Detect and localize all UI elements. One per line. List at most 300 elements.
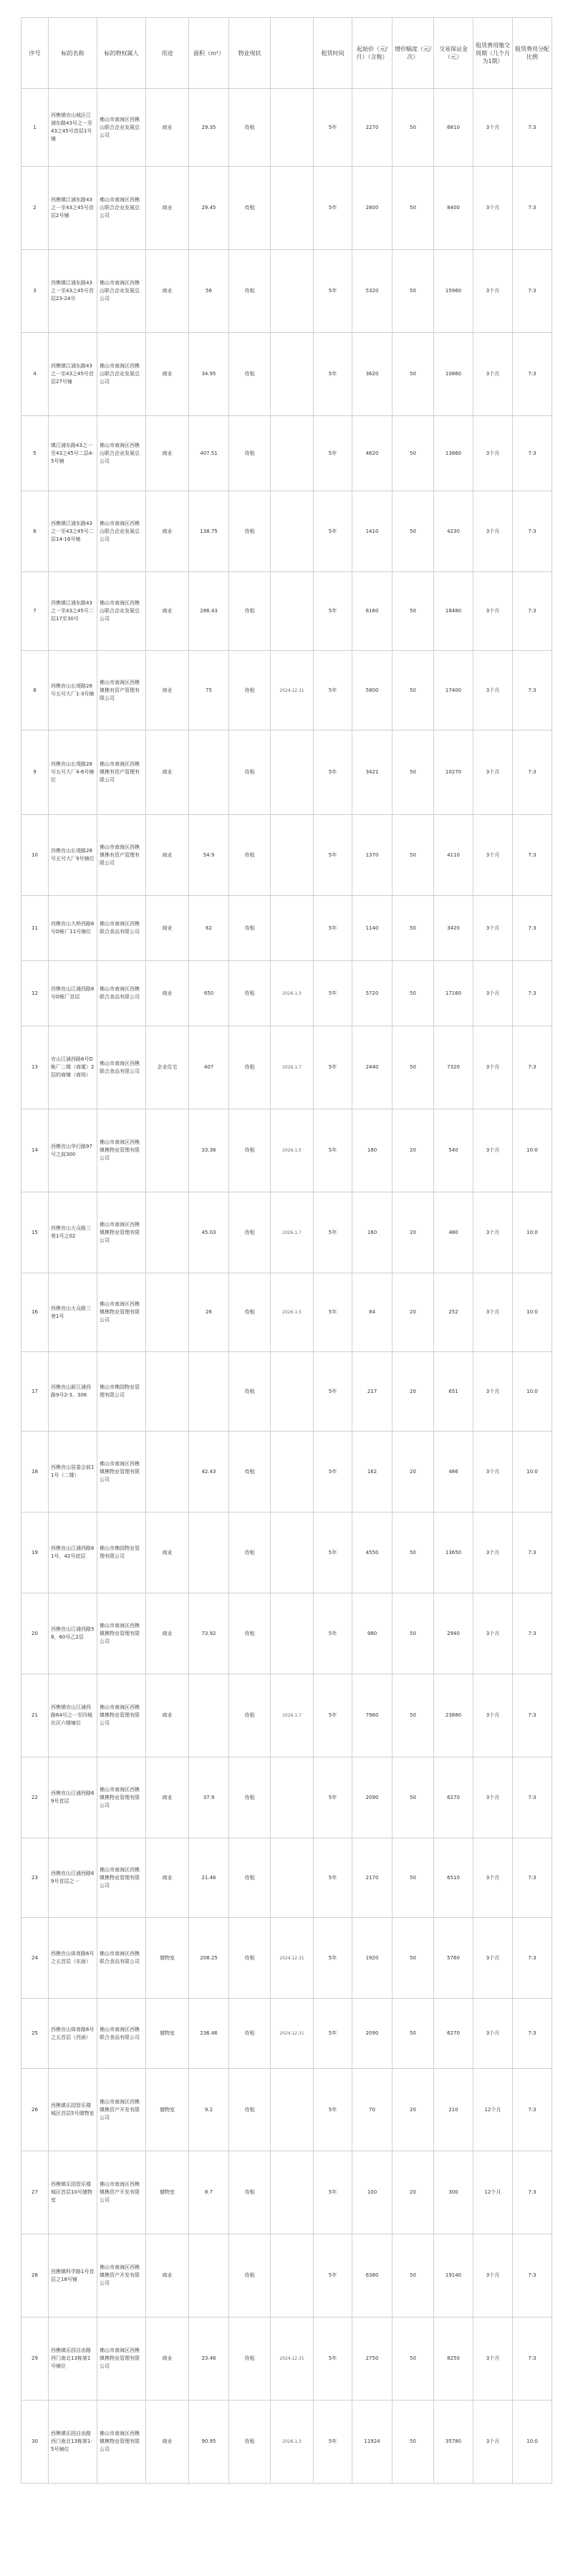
cell-owner: 佛山市樵园物业管理有限公司: [97, 1352, 146, 1432]
cell-index: 7: [21, 572, 49, 651]
cell-area: 26: [189, 1273, 229, 1352]
cell-name: 西樵官山体育路6号之五首层（东面）: [49, 1918, 97, 1999]
cell-deposit: 17160: [434, 961, 473, 1026]
cell-date: 2026.1.3: [271, 2401, 314, 2484]
cell-split-ratio: 7:3: [513, 961, 552, 1026]
cell-usage: 商业: [146, 815, 189, 896]
table-row: [21, 1352, 552, 1432]
col-header-name: 标的名称: [49, 18, 97, 89]
cell-start-price: 2440: [352, 1026, 393, 1109]
cell-deposit: 15960: [434, 250, 473, 333]
cell-deposit: 4110: [434, 815, 473, 896]
cell-usage: 企业住宅: [146, 1026, 189, 1109]
cell-status: 待租: [229, 961, 271, 1026]
cell-payment-cycle: 3个月: [473, 1352, 513, 1432]
listing-table: [21, 17, 552, 2484]
cell-index: 22: [21, 1757, 49, 1838]
cell-status: 待租: [229, 1674, 271, 1757]
cell-split-ratio: 7:3: [513, 730, 552, 815]
cell-increment: 50: [393, 1757, 434, 1838]
cell-owner: 佛山市南海区西樵联合食品有限公司: [97, 1918, 146, 1999]
cell-lease-term: 5年: [314, 1026, 352, 1109]
cell-increment: 20: [393, 2151, 434, 2234]
cell-name: 西樵官山体育路6号之五首层（西面）: [49, 1999, 97, 2069]
cell-date: [271, 1352, 314, 1432]
cell-date: [271, 896, 314, 961]
cell-area: 650: [189, 961, 229, 1026]
table-row: [21, 1273, 552, 1352]
cell-payment-cycle: 3个月: [473, 1674, 513, 1757]
table-row: [21, 167, 552, 250]
cell-status: 待租: [229, 815, 271, 896]
cell-deposit: 6810: [434, 89, 473, 167]
cell-date: 2024.12.31: [271, 1918, 314, 1999]
cell-payment-cycle: 3个月: [473, 730, 513, 815]
cell-owner: 佛山市南海区西樵镇樵有资产管理有限公司: [97, 815, 146, 896]
cell-date: 2026.1.3: [271, 961, 314, 1026]
cell-split-ratio: 7:3: [513, 572, 552, 651]
cell-payment-cycle: 3个月: [473, 491, 513, 572]
cell-split-ratio: 7:3: [513, 2317, 552, 2401]
table-row: [21, 2151, 552, 2234]
cell-status: 待租: [229, 1432, 271, 1513]
cell-lease-term: 5年: [314, 1352, 352, 1432]
cell-status: 待租: [229, 1593, 271, 1674]
cell-lease-term: 5年: [314, 1999, 352, 2069]
cell-owner: 佛山市南海区西樵镇樵物业管理有限公司: [97, 1757, 146, 1838]
cell-owner: 佛山市南海区西樵联合食品有限公司: [97, 961, 146, 1026]
cell-name: 西樵镇官山城区江浦东路43号之一至43之45号首层1号铺: [49, 89, 97, 167]
cell-status: 待租: [229, 1273, 271, 1352]
cell-area: 138.75: [189, 491, 229, 572]
table-row: [21, 961, 552, 1026]
cell-deposit: 10860: [434, 333, 473, 416]
cell-deposit: 252: [434, 1273, 473, 1352]
cell-index: 10: [21, 815, 49, 896]
cell-date: [271, 416, 314, 491]
cell-deposit: 480: [434, 1192, 473, 1273]
cell-start-price: 1920: [352, 1918, 393, 1999]
cell-split-ratio: 7:3: [513, 2234, 552, 2317]
cell-split-ratio: 7:3: [513, 250, 552, 333]
cell-deposit: 5760: [434, 1918, 473, 1999]
cell-name: 镇江浦东路43之一至43之45号二层4-5号铺: [49, 416, 97, 491]
cell-date: [271, 2234, 314, 2317]
cell-lease-term: 5年: [314, 651, 352, 730]
cell-deposit: 300: [434, 2151, 473, 2234]
table-row: [21, 2069, 552, 2151]
cell-usage: 储物室: [146, 2151, 189, 2234]
cell-start-price: 2750: [352, 2317, 393, 2401]
cell-name: 西樵镇乐园智乐楼城区首层10号储物室: [49, 2151, 97, 2234]
table-row: [21, 1026, 552, 1109]
cell-deposit: 3420: [434, 896, 473, 961]
cell-lease-term: 5年: [314, 961, 352, 1026]
cell-owner: 佛山市樵园物业管理有限公司: [97, 1513, 146, 1593]
cell-increment: 50: [393, 333, 434, 416]
cell-payment-cycle: 3个月: [473, 1109, 513, 1192]
cell-start-price: 3421: [352, 730, 393, 815]
table-row: [21, 1757, 552, 1838]
cell-start-price: 7960: [352, 1674, 393, 1757]
cell-status: 待租: [229, 1026, 271, 1109]
listing-table-wrapper: [21, 17, 552, 2484]
col-header-split-ratio: 租赁费用分配比例: [513, 18, 552, 89]
cell-usage: [146, 1109, 189, 1192]
cell-split-ratio: 7:3: [513, 2069, 552, 2151]
cell-payment-cycle: 3个月: [473, 1757, 513, 1838]
cell-start-price: 1140: [352, 896, 393, 961]
cell-index: 20: [21, 1593, 49, 1674]
cell-start-price: 4620: [352, 416, 393, 491]
cell-status: 待租: [229, 572, 271, 651]
cell-payment-cycle: 3个月: [473, 2234, 513, 2317]
cell-usage: 商业: [146, 1513, 189, 1593]
table-row: [21, 491, 552, 572]
cell-name: 西樵官山华行路97号之前300: [49, 1109, 97, 1192]
cell-area: 23.46: [189, 2317, 229, 2401]
cell-deposit: 8400: [434, 167, 473, 250]
cell-lease-term: 5年: [314, 1192, 352, 1273]
cell-split-ratio: 7:3: [513, 1838, 552, 1918]
cell-start-price: 2090: [352, 1999, 393, 2069]
cell-date: [271, 250, 314, 333]
cell-payment-cycle: 3个月: [473, 961, 513, 1026]
cell-start-price: 180: [352, 1109, 393, 1192]
cell-name: 西樵官山长堤路28号五号大厂1-3号铺: [49, 651, 97, 730]
cell-name: 官山江浦西路6号D栋厂二楼（商厦）2层的商铺（商场）: [49, 1026, 97, 1109]
cell-owner: 佛山市南海区西樵镇樵有资产管理有限公司: [97, 730, 146, 815]
cell-owner: 佛山市南海区西樵镇樵物业管理有限公司: [97, 1273, 146, 1352]
cell-lease-term: 5年: [314, 2401, 352, 2484]
cell-increment: 20: [393, 1273, 434, 1352]
cell-owner: 佛山市南海区西樵镇樵物业管理有限公司: [97, 2401, 146, 2484]
cell-status: 待租: [229, 730, 271, 815]
cell-index: 19: [21, 1513, 49, 1593]
table-row: [21, 333, 552, 416]
cell-split-ratio: 7:3: [513, 1757, 552, 1838]
cell-payment-cycle: 3个月: [473, 1192, 513, 1273]
cell-payment-cycle: 12个月: [473, 2069, 513, 2151]
cell-usage: 商业: [146, 2317, 189, 2401]
table-row: [21, 89, 552, 167]
cell-increment: 50: [393, 730, 434, 815]
cell-deposit: 6270: [434, 1999, 473, 2069]
cell-increment: 50: [393, 250, 434, 333]
cell-usage: 储物室: [146, 2069, 189, 2151]
cell-name: 西樵官山新江浦西路9号2-3、306: [49, 1352, 97, 1432]
cell-area: 407.51: [189, 416, 229, 491]
cell-start-price: 2800: [352, 167, 393, 250]
col-header-increment: 增价幅度（元/次）: [393, 18, 434, 89]
cell-split-ratio: 7:3: [513, 167, 552, 250]
cell-payment-cycle: 3个月: [473, 896, 513, 961]
cell-usage: 商业: [146, 491, 189, 572]
cell-date: [271, 1838, 314, 1918]
cell-usage: 商业: [146, 572, 189, 651]
cell-lease-term: 5年: [314, 1593, 352, 1674]
cell-index: 15: [21, 1192, 49, 1273]
cell-split-ratio: 10:0: [513, 1109, 552, 1192]
cell-status: 待租: [229, 1352, 271, 1432]
cell-status: 待租: [229, 491, 271, 572]
cell-area: 286.43: [189, 572, 229, 651]
cell-date: [271, 333, 314, 416]
cell-area: 208.25: [189, 1918, 229, 1999]
cell-payment-cycle: 12个月: [473, 2151, 513, 2234]
cell-owner: 佛山市南海区西樵镇樵物业管理有限公司: [97, 1109, 146, 1192]
cell-usage: 商业: [146, 1757, 189, 1838]
table-row: [21, 815, 552, 896]
cell-name: 西樵官山居委会前11号（二楼）: [49, 1432, 97, 1513]
cell-name: 西樵镇江浦东路43之一至43之45号二层14-16号铺: [49, 491, 97, 572]
cell-index: 18: [21, 1432, 49, 1513]
cell-increment: 50: [393, 1918, 434, 1999]
cell-start-price: 84: [352, 1273, 393, 1352]
cell-date: [271, 2151, 314, 2234]
cell-owner: 佛山市南海区西樵镇樵物业管理有限公司: [97, 1192, 146, 1273]
cell-area: 33.36: [189, 1109, 229, 1192]
cell-index: 11: [21, 896, 49, 961]
cell-usage: 商业: [146, 730, 189, 815]
cell-deposit: 23880: [434, 1674, 473, 1757]
table-row: [21, 1674, 552, 1757]
cell-owner: 佛山市南海区西樵山联合企业发展总公司: [97, 416, 146, 491]
cell-index: 27: [21, 2151, 49, 2234]
cell-start-price: 100: [352, 2151, 393, 2234]
cell-name: 西樵镇乐园自由路西门南北13栋第1-5号铺位: [49, 2401, 97, 2484]
cell-date: [271, 2069, 314, 2151]
cell-index: 6: [21, 491, 49, 572]
cell-payment-cycle: 3个月: [473, 333, 513, 416]
cell-split-ratio: 10:0: [513, 1273, 552, 1352]
cell-payment-cycle: 3个月: [473, 815, 513, 896]
cell-split-ratio: 7:3: [513, 651, 552, 730]
cell-name: 西樵官山江浦西路6号D栋厂首层: [49, 961, 97, 1026]
cell-deposit: 35780: [434, 2401, 473, 2484]
cell-date: [271, 1757, 314, 1838]
cell-date: 2024.12.31: [271, 651, 314, 730]
cell-deposit: 17400: [434, 651, 473, 730]
cell-lease-term: 5年: [314, 2151, 352, 2234]
cell-owner: 佛山市南海区西樵镇樵物业管理有限公司: [97, 1593, 146, 1674]
cell-start-price: 217: [352, 1352, 393, 1432]
cell-area: 9.2: [189, 2069, 229, 2151]
cell-start-price: 6160: [352, 572, 393, 651]
cell-owner: 佛山市南海区西樵镇樵资产开发有限公司: [97, 2151, 146, 2234]
cell-index: 25: [21, 1999, 49, 2069]
cell-lease-term: 5年: [314, 1513, 352, 1593]
cell-increment: 50: [393, 2401, 434, 2484]
cell-usage: 商业: [146, 961, 189, 1026]
cell-start-price: 160: [352, 1192, 393, 1273]
cell-payment-cycle: 3个月: [473, 1513, 513, 1593]
cell-split-ratio: 10:0: [513, 2401, 552, 2484]
cell-split-ratio: 7:3: [513, 1999, 552, 2069]
cell-area: 34.95: [189, 333, 229, 416]
cell-area: 56: [189, 250, 229, 333]
cell-usage: 商业: [146, 2234, 189, 2317]
cell-date: 2024.12.31: [271, 2317, 314, 2401]
table-row: [21, 1432, 552, 1513]
cell-name: 西樵官山大众路三巷1号之02: [49, 1192, 97, 1273]
cell-usage: 商业: [146, 333, 189, 416]
cell-area: 54.9: [189, 815, 229, 896]
cell-lease-term: 5年: [314, 1918, 352, 1999]
cell-payment-cycle: 3个月: [473, 2401, 513, 2484]
cell-name: 西樵镇科学路1号首层之18号铺: [49, 2234, 97, 2317]
table-row: [21, 730, 552, 815]
cell-split-ratio: 7:3: [513, 1593, 552, 1674]
table-row: [21, 1513, 552, 1593]
table-body: [21, 89, 552, 2484]
cell-deposit: 19140: [434, 2234, 473, 2317]
cell-area: [189, 1674, 229, 1757]
cell-name: 西樵镇乐园自由路西门南北13栋第1号铺位: [49, 2317, 97, 2401]
cell-payment-cycle: 3个月: [473, 416, 513, 491]
cell-index: 23: [21, 1838, 49, 1918]
cell-lease-term: 5年: [314, 167, 352, 250]
table-row: [21, 1918, 552, 1999]
cell-status: 待租: [229, 250, 271, 333]
cell-payment-cycle: 3个月: [473, 572, 513, 651]
cell-index: 28: [21, 2234, 49, 2317]
cell-area: 73.92: [189, 1593, 229, 1674]
cell-index: 21: [21, 1674, 49, 1757]
cell-split-ratio: 7:3: [513, 416, 552, 491]
cell-date: [271, 1432, 314, 1513]
cell-owner: 佛山市南海区西樵山联合企业发展总公司: [97, 572, 146, 651]
cell-index: 29: [21, 2317, 49, 2401]
cell-status: 待租: [229, 416, 271, 491]
cell-status: 待租: [229, 2069, 271, 2151]
cell-payment-cycle: 3个月: [473, 167, 513, 250]
cell-start-price: 1410: [352, 491, 393, 572]
table-row: [21, 896, 552, 961]
cell-name: 西樵官山大桥西路6号D栋厂11号铺位: [49, 896, 97, 961]
cell-index: 9: [21, 730, 49, 815]
cell-status: 待租: [229, 1918, 271, 1999]
cell-deposit: 7320: [434, 1026, 473, 1109]
cell-usage: 储物室: [146, 1999, 189, 2069]
cell-status: 待租: [229, 89, 271, 167]
cell-name: 西樵官山江浦西路61号，42号底层: [49, 1513, 97, 1593]
cell-split-ratio: 7:3: [513, 1026, 552, 1109]
cell-status: 待租: [229, 896, 271, 961]
cell-deposit: 651: [434, 1352, 473, 1432]
cell-date: [271, 1593, 314, 1674]
cell-usage: 商业: [146, 167, 189, 250]
cell-start-price: 1370: [352, 815, 393, 896]
cell-index: 4: [21, 333, 49, 416]
cell-increment: 50: [393, 1026, 434, 1109]
cell-split-ratio: 10:0: [513, 1432, 552, 1513]
cell-split-ratio: 7:3: [513, 333, 552, 416]
cell-deposit: 486: [434, 1432, 473, 1513]
cell-lease-term: 5年: [314, 1432, 352, 1513]
table-row: [21, 572, 552, 651]
cell-owner: 佛山市南海区西樵联合食品有限公司: [97, 1026, 146, 1109]
col-header-index: 序号: [21, 18, 49, 89]
cell-date: [271, 89, 314, 167]
cell-increment: 50: [393, 89, 434, 167]
cell-payment-cycle: 3个月: [473, 1432, 513, 1513]
cell-date: 2026.1.5: [271, 1273, 314, 1352]
cell-date: [271, 815, 314, 896]
cell-deposit: 210: [434, 2069, 473, 2151]
cell-area: [189, 2234, 229, 2317]
cell-start-price: 3620: [352, 333, 393, 416]
cell-area: [189, 1513, 229, 1593]
cell-name: 西樵官山长堤路28号五号大厂4-6号铺位: [49, 730, 97, 815]
cell-status: 待租: [229, 2317, 271, 2401]
cell-index: 24: [21, 1918, 49, 1999]
cell-date: [271, 1513, 314, 1593]
cell-usage: [146, 1432, 189, 1513]
cell-usage: 商业: [146, 2401, 189, 2484]
table-row: [21, 416, 552, 491]
cell-date: [271, 167, 314, 250]
cell-date: 2024.12.31: [271, 1999, 314, 2069]
cell-increment: 50: [393, 1838, 434, 1918]
cell-owner: 佛山市南海区西樵联合食品有限公司: [97, 896, 146, 961]
cell-owner: 佛山市南海区西樵镇樵物业管理有限公司: [97, 1432, 146, 1513]
cell-split-ratio: 7:3: [513, 1513, 552, 1593]
cell-split-ratio: 10:0: [513, 1192, 552, 1273]
col-header-lease-term: 租赁时间: [314, 18, 352, 89]
cell-status: 待租: [229, 1838, 271, 1918]
cell-usage: 商业: [146, 250, 189, 333]
cell-lease-term: 5年: [314, 1674, 352, 1757]
cell-payment-cycle: 3个月: [473, 89, 513, 167]
cell-lease-term: 5年: [314, 730, 352, 815]
cell-increment: 50: [393, 2317, 434, 2401]
cell-owner: 佛山市南海区西樵镇樵资产开发有限公司: [97, 2069, 146, 2151]
cell-payment-cycle: 3个月: [473, 1999, 513, 2069]
cell-start-price: 2090: [352, 1757, 393, 1838]
cell-lease-term: 5年: [314, 491, 352, 572]
cell-payment-cycle: 3个月: [473, 1593, 513, 1674]
cell-area: [189, 1352, 229, 1432]
cell-increment: 20: [393, 1192, 434, 1273]
cell-lease-term: 5年: [314, 1273, 352, 1352]
cell-split-ratio: 7:3: [513, 1674, 552, 1757]
cell-index: 8: [21, 651, 49, 730]
cell-start-price: 162: [352, 1432, 393, 1513]
cell-usage: [146, 1352, 189, 1432]
table-row: [21, 1999, 552, 2069]
cell-split-ratio: 7:3: [513, 1918, 552, 1999]
cell-date: [271, 491, 314, 572]
cell-owner: 佛山市南海区西樵镇樵资产开发有限公司: [97, 2234, 146, 2317]
cell-increment: 50: [393, 572, 434, 651]
cell-index: 13: [21, 1026, 49, 1109]
cell-increment: 50: [393, 961, 434, 1026]
cell-increment: 50: [393, 2234, 434, 2317]
cell-split-ratio: 7:3: [513, 2151, 552, 2234]
cell-area: 29.35: [189, 89, 229, 167]
cell-increment: 50: [393, 491, 434, 572]
cell-date: [271, 572, 314, 651]
table-header-row: [21, 18, 552, 89]
cell-owner: 佛山市南海区西樵镇樵物业管理有限公司: [97, 2317, 146, 2401]
cell-deposit: 6510: [434, 1838, 473, 1918]
cell-start-price: 6380: [352, 2234, 393, 2317]
cell-payment-cycle: 3个月: [473, 1026, 513, 1109]
cell-area: 75: [189, 651, 229, 730]
cell-increment: 50: [393, 1674, 434, 1757]
cell-index: 26: [21, 2069, 49, 2151]
